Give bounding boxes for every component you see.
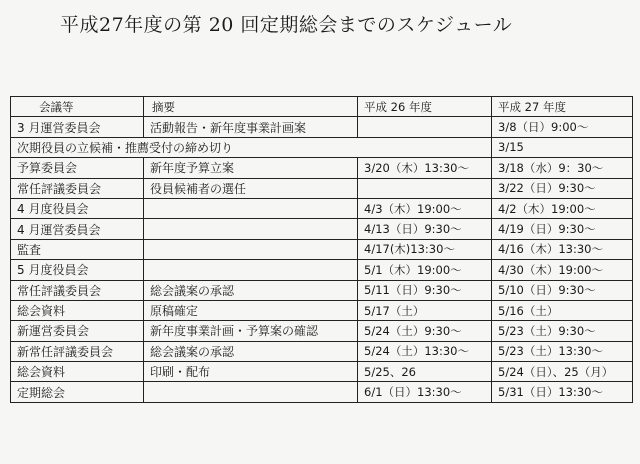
- meeting-cell: 5 月度役員会: [11, 260, 144, 280]
- table-row: [11, 198, 633, 218]
- fy26-cell: 4/13（日）9:30～: [358, 219, 492, 239]
- table-row: [11, 260, 633, 280]
- fy27-cell: 4/2（木）19:00～: [492, 198, 633, 218]
- header-meeting: 会議等: [11, 97, 144, 117]
- meeting-cell: 予算委員会: [11, 158, 144, 178]
- header-fy27: 平成 27 年度: [492, 97, 633, 117]
- fy27-cell: 4/19（日）9:30～: [492, 219, 633, 239]
- meeting-cell: 常任評議委員会: [11, 178, 144, 198]
- meeting-cell: 新運営委員会: [11, 321, 144, 341]
- fy27-cell: 5/10（日）9:30～: [492, 280, 633, 300]
- fy27-cell: 5/23（土）13:30～: [492, 341, 633, 361]
- summary-cell: 総会議案の承認: [144, 341, 358, 361]
- table-row: [11, 137, 633, 157]
- fy26-cell: 5/11（日）9:30～: [358, 280, 492, 300]
- fy27-cell: 3/8（日）9:00～: [492, 117, 633, 137]
- table-row: [11, 117, 633, 137]
- table-row: [11, 341, 633, 361]
- fy26-cell: 4/3（木）19:00～: [358, 198, 492, 218]
- summary-cell: 新年度事業計画・予算案の確認: [144, 321, 358, 341]
- fy26-cell: [358, 178, 492, 198]
- summary-cell: [144, 219, 358, 239]
- summary-cell: 原稿確定: [144, 300, 358, 320]
- meeting-cell: 常任評議委員会: [11, 280, 144, 300]
- fy27-cell: 3/22（日）9:30～: [492, 178, 633, 198]
- fy27-cell: 4/30（木）19:00～: [492, 260, 633, 280]
- summary-cell: 総会議案の承認: [144, 280, 358, 300]
- header-summary: 摘要: [144, 97, 358, 117]
- fy27-cell: 5/23（土）9:30～: [492, 321, 633, 341]
- meeting-cell: 3 月運営委員会: [11, 117, 144, 137]
- meeting-cell: 4 月度役員会: [11, 198, 144, 218]
- summary-cell: 役員候補者の選任: [144, 178, 358, 198]
- summary-cell: [144, 198, 358, 218]
- fy26-cell: 5/24（土）9:30～: [358, 321, 492, 341]
- page-title: 平成27年度の第 20 回定期総会までのスケジュール: [60, 14, 513, 36]
- fy26-cell: 6/1（日）13:30～: [358, 382, 492, 402]
- summary-cell: 印刷・配布: [144, 362, 358, 382]
- meeting-cell: 定期総会: [11, 382, 144, 402]
- table-row: [11, 158, 633, 178]
- table-row: [11, 362, 633, 382]
- meeting-cell: 総会資料: [11, 362, 144, 382]
- meeting-cell: 4 月運営委員会: [11, 219, 144, 239]
- table-row: [11, 300, 633, 320]
- fy26-cell: 5/17（土）: [358, 300, 492, 320]
- fy26-cell: 5/1（木）19:00～: [358, 260, 492, 280]
- table-row: [11, 219, 633, 239]
- meeting-cell: 総会資料: [11, 300, 144, 320]
- summary-cell: [144, 239, 358, 259]
- fy27-cell: 3/15: [492, 137, 633, 157]
- table-header-row: [11, 97, 633, 117]
- summary-cell: [144, 382, 358, 402]
- fy27-cell: 4/16（木）13:30～: [492, 239, 633, 259]
- fy27-cell: 5/16（土）: [492, 300, 633, 320]
- fy26-cell: 4/17(木)13:30～: [358, 239, 492, 259]
- meeting-cell: 監査: [11, 239, 144, 259]
- fy26-cell: [358, 117, 492, 137]
- meeting-cell: 新常任評議委員会: [11, 341, 144, 361]
- schedule-table: [10, 96, 633, 403]
- summary-cell: 新年度予算立案: [144, 158, 358, 178]
- fy26-cell: 3/20（木）13:30～: [358, 158, 492, 178]
- table-row: [11, 178, 633, 198]
- fy27-cell: 3/18（水）9：30～: [492, 158, 633, 178]
- fy26-cell: 5/25、26: [358, 362, 492, 382]
- table-row: [11, 382, 633, 402]
- table-row: [11, 239, 633, 259]
- fy27-cell: 5/24（日）、25（月）: [492, 362, 633, 382]
- meeting-cell-spanning: 次期役員の立候補・推薦受付の締め切り: [11, 137, 492, 157]
- table-row: [11, 280, 633, 300]
- header-fy26: 平成 26 年度: [358, 97, 492, 117]
- fy26-cell: 5/24（土）13:30～: [358, 341, 492, 361]
- fy27-cell: 5/31（日）13:30～: [492, 382, 633, 402]
- table-row: [11, 321, 633, 341]
- summary-cell: [144, 260, 358, 280]
- summary-cell: 活動報告・新年度事業計画案: [144, 117, 358, 137]
